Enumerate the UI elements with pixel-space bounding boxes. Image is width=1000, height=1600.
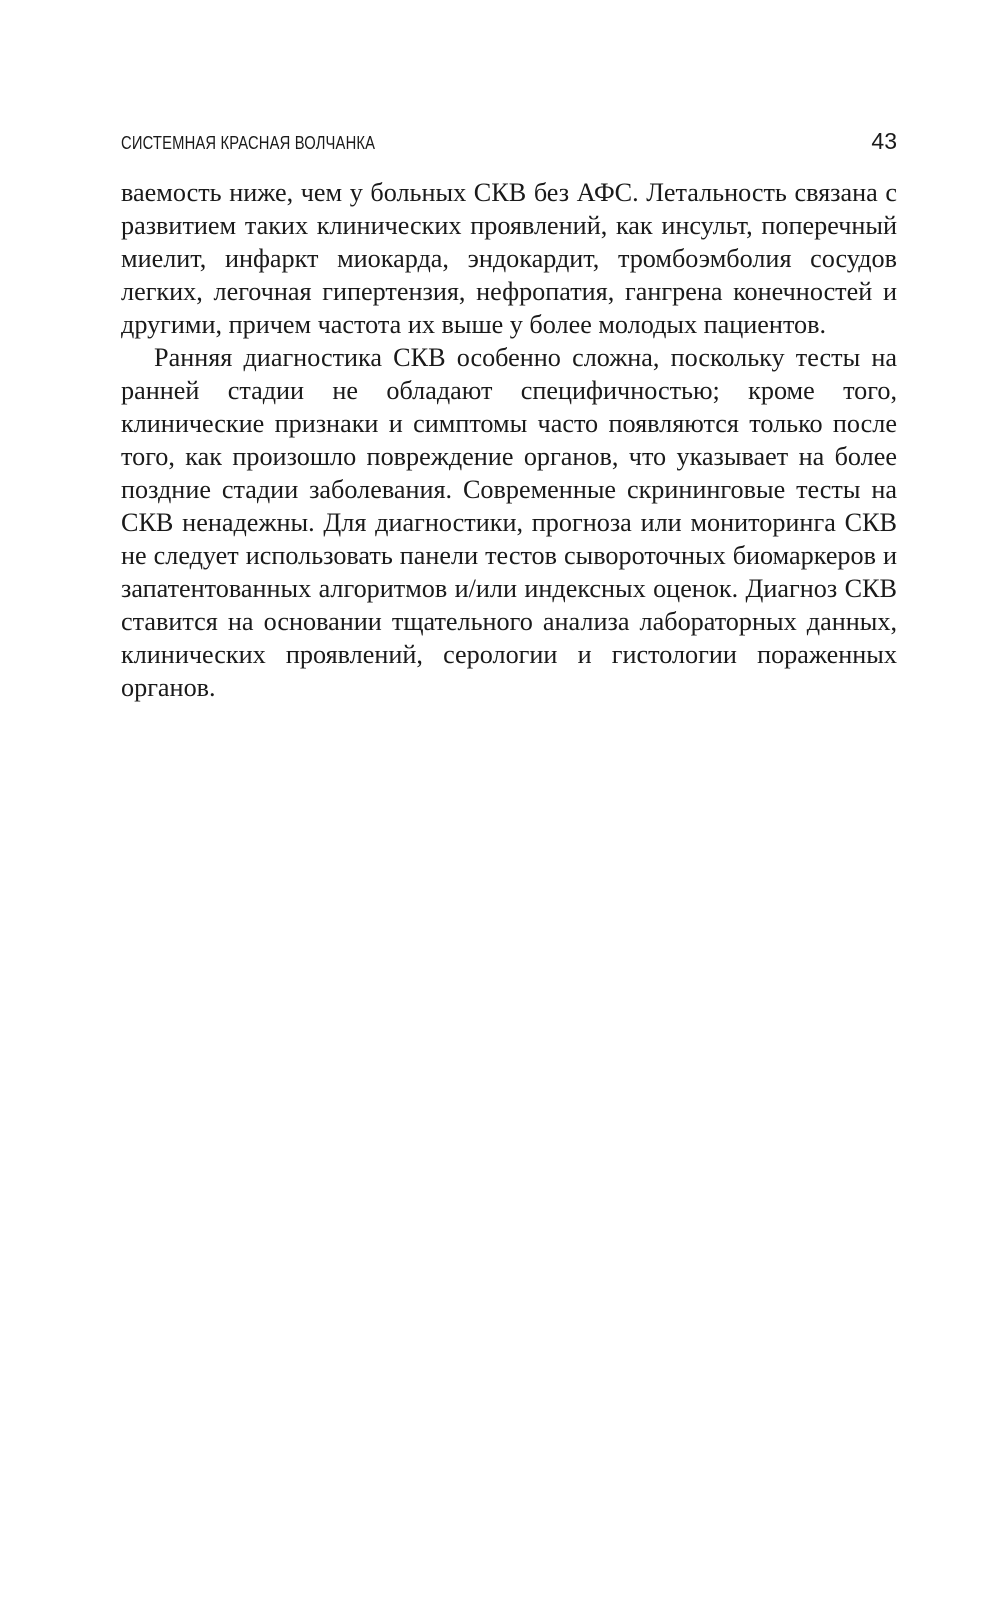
body-text [121,176,897,704]
page-number: 43 [871,128,897,154]
running-head [121,128,897,158]
paragraph-diagnostics: Ранняя диагностика СКВ особенно сложна, поскольку тесты на ранней стадии не обладают специфичностью; кроме того, клинические признаки и симптомы часто появляются только после того, как произошло повреждение органов, что указывает на более поздние стадии заболевания. Современные скрининговые тесты на СКВ ненадежны. Для диагностики, прогноза или мониторинга СКВ не следует использовать панели тестов сывороточных биомаркеров и запатентованных алгоритмов и/или индексных оценок. Диагноз СКВ ставится на основании тщательного анализа лабораторных данных, клинических проявлений, серологии и гистологии пораженных органов. [121,343,897,702]
paragraph-continued: ваемость ниже, чем у больных СКВ без АФС. Летальность связана с развитием таких клинических проявлений, как инсульт, поперечный миелит, инфаркт миокарда, эндокардит, тромбоэмболия сосудов легких, легочная гипертензия, нефропатия, гангрена конечностей и другими, причем частота их выше у более молодых пациентов. [121,178,897,339]
running-title: СИСТЕМНАЯ КРАСНАЯ ВОЛЧАНКА [121,133,376,153]
